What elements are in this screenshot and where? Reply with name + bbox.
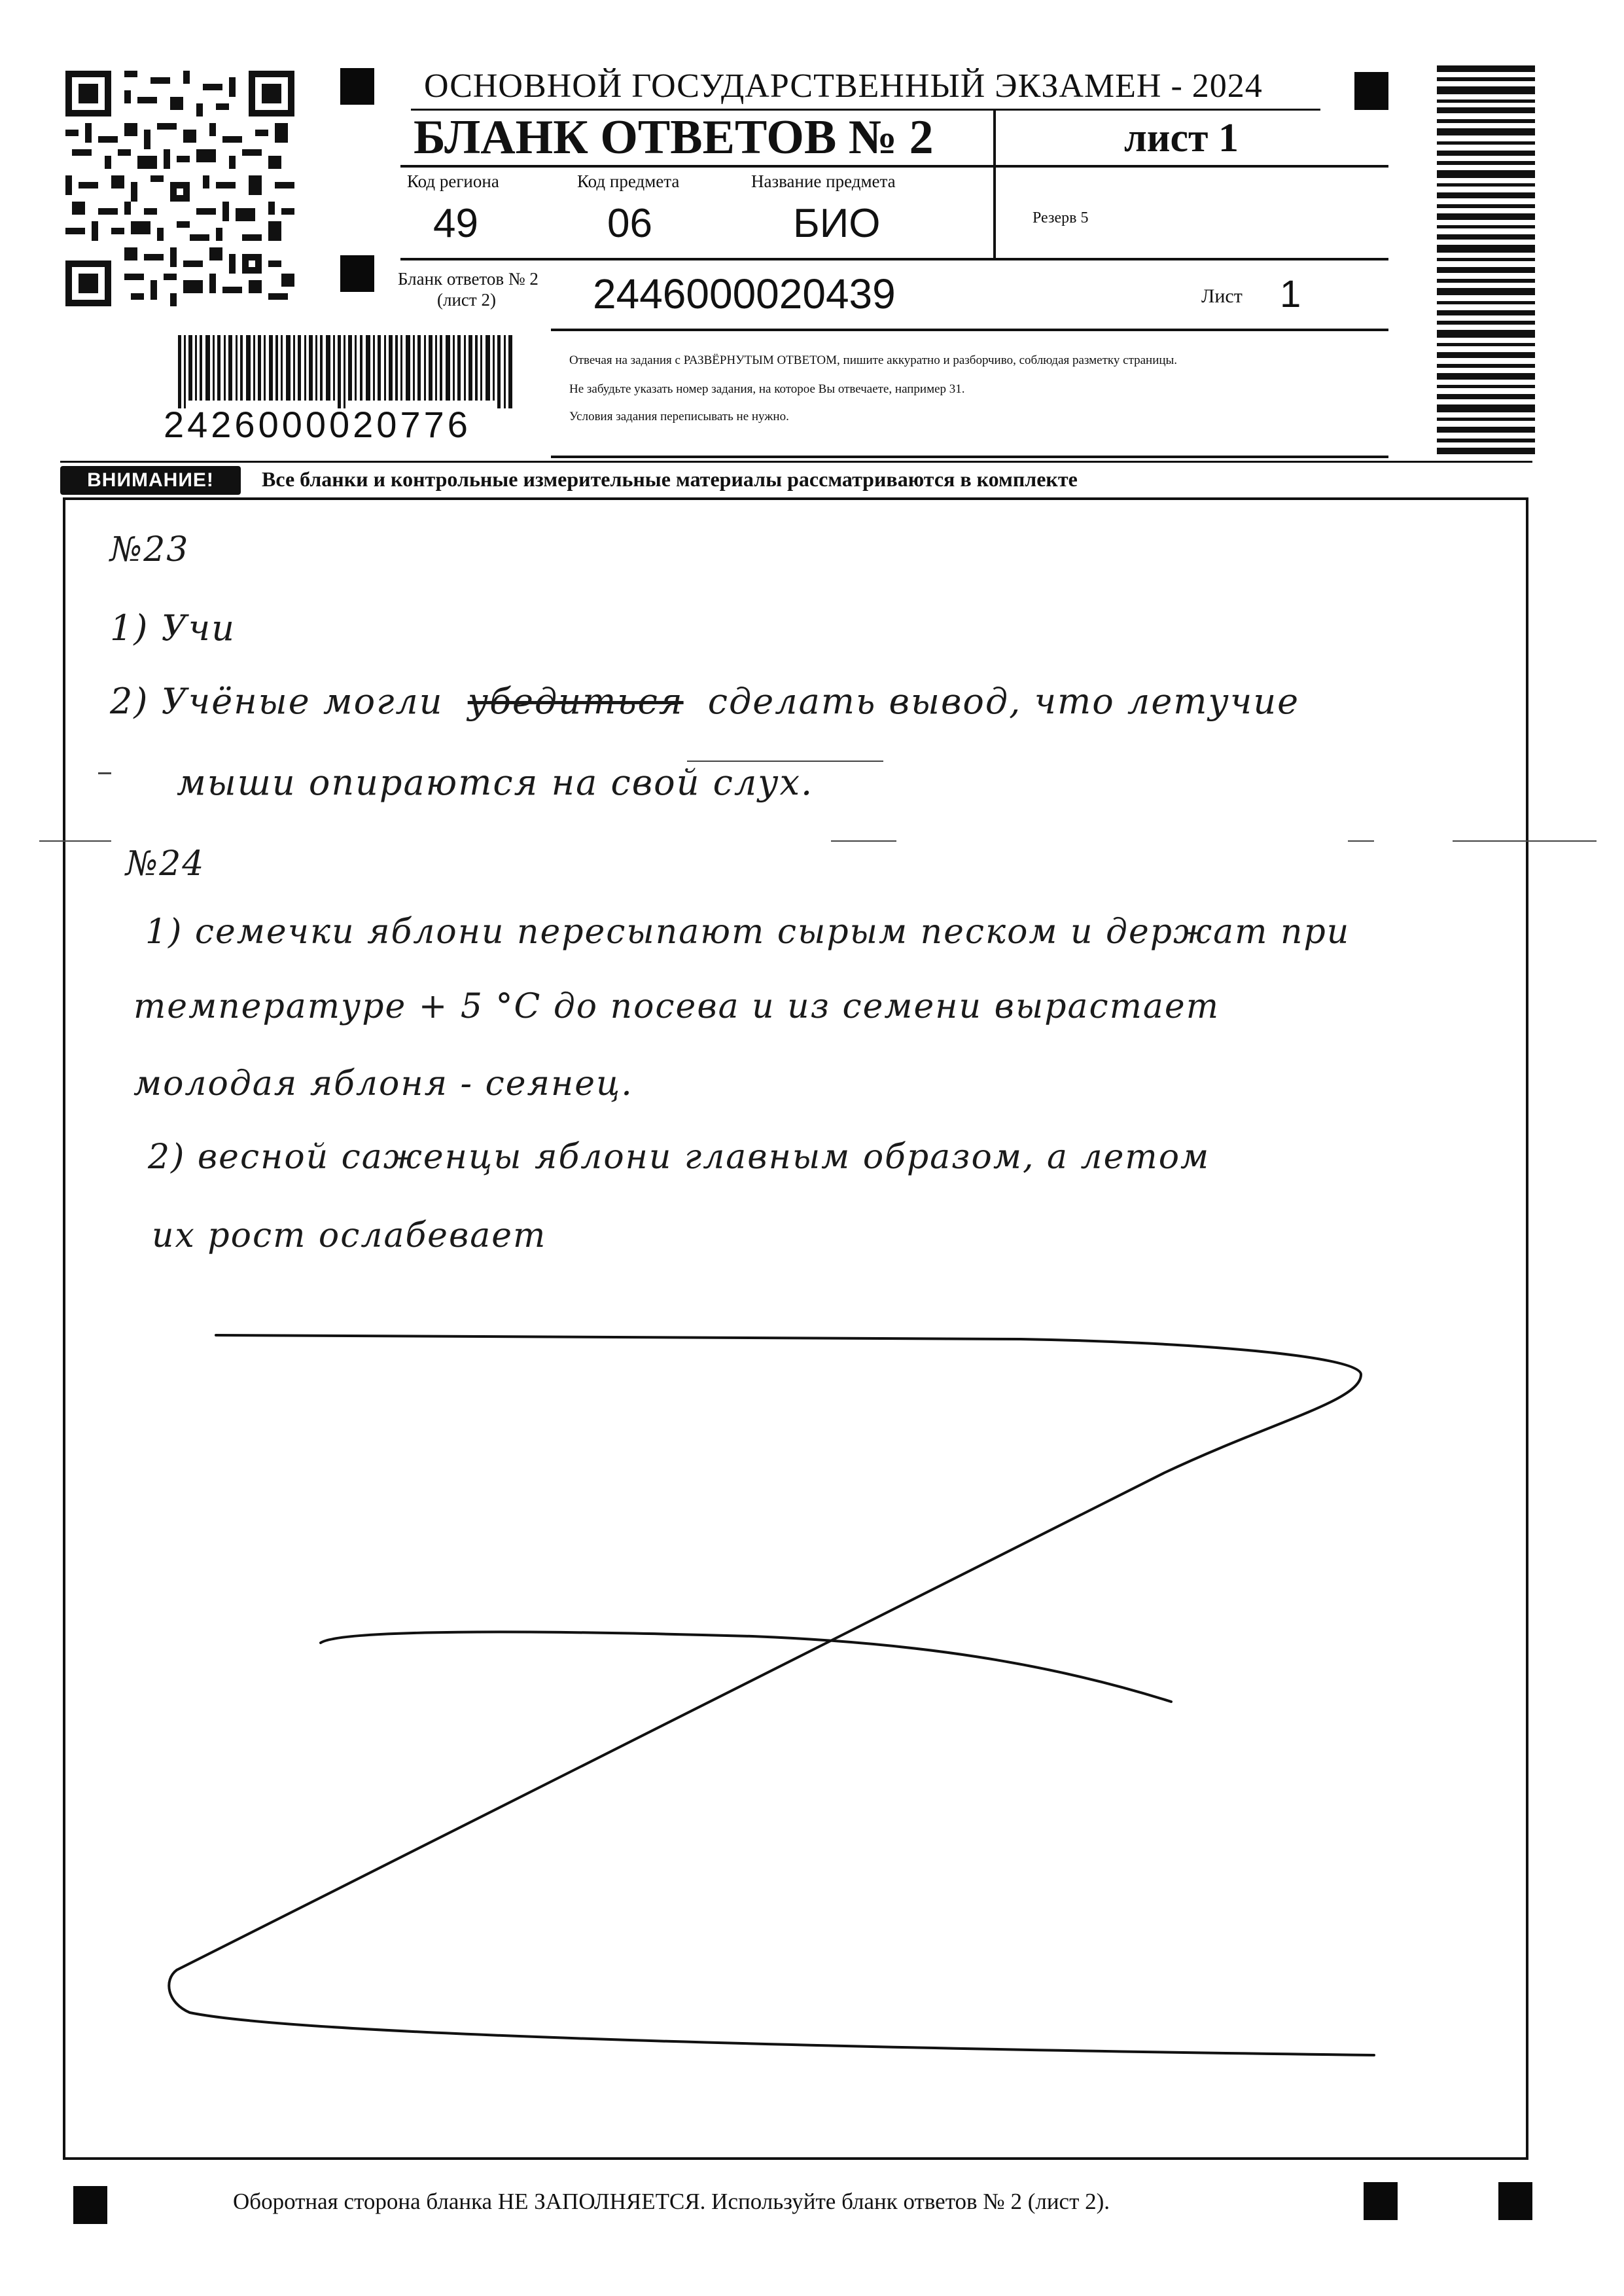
subject-code-label: Код предмета — [577, 171, 680, 191]
answer-line: 2) весной саженцы яблони главным образом, а летом — [148, 1138, 1210, 1177]
instruction-line: Отвечая на задания с РАЗВЁРНУТЫМ ОТВЕТОМ, пишите аккуратно и разборчиво, соблюдая разметку страницы. — [569, 353, 1178, 367]
sheet-number-label: Лист — [1201, 285, 1243, 307]
question-23-label: №23 — [110, 530, 190, 569]
answer-line: мыши опираются на свой слух. — [177, 762, 814, 803]
struck-word: убедиться — [467, 681, 684, 722]
barcode-number: 2426000020776 — [164, 404, 471, 445]
sheet-label: лист 1 — [1124, 116, 1239, 160]
answer-line: температуре + 5 °С до посева и из семени вырастает — [133, 987, 1220, 1026]
region-code-label: Код региона — [407, 171, 499, 191]
form-number: 2446000020439 — [593, 270, 896, 317]
warning-badge: ВНИМАНИЕ! — [60, 466, 241, 495]
reserve-label: Резерв 5 — [1033, 209, 1089, 226]
form2-label-line1: Бланк ответов № 2 — [398, 269, 538, 289]
region-code: 49 — [433, 201, 478, 246]
instruction-line: Не забудьте указать номер задания, на которое Вы отвечаете, например 31. — [569, 382, 965, 396]
subject-name: БИО — [793, 201, 881, 246]
subject-code: 06 — [607, 201, 652, 246]
question-24-label: №24 — [126, 844, 205, 884]
footer-note: Оборотная сторона бланка НЕ ЗАПОЛНЯЕТСЯ. Используйте бланк ответов № 2 (лист 2). — [233, 2189, 1110, 2214]
subject-name-label: Название предмета — [751, 171, 896, 191]
form2-label-line2: (лист 2) — [437, 290, 496, 310]
form-title: БЛАНК ОТВЕТОВ № 2 — [414, 111, 934, 164]
answer-text: сделать вывод, что летучие — [707, 681, 1300, 722]
answer-line: 1) Учи — [110, 607, 236, 649]
answer-line: молодая яблоня - сеянец. — [133, 1064, 633, 1103]
instruction-line: Условия задания переписывать не нужно. — [569, 410, 789, 423]
exam-title: ОСНОВНОЙ ГОСУДАРСТВЕННЫЙ ЭКЗАМЕН - 2024 — [424, 67, 1263, 105]
answer-text: 2) Учёные могли — [110, 681, 444, 722]
answer-line: их рост ослабевает — [152, 1216, 547, 1255]
sheet-number: 1 — [1280, 273, 1301, 315]
answer-line: 1) семечки яблони пересыпают сырым песком и держат при — [145, 912, 1350, 952]
warning-text: Все бланки и контрольные измерительные материалы рассматриваются в комплекте — [262, 467, 1078, 491]
